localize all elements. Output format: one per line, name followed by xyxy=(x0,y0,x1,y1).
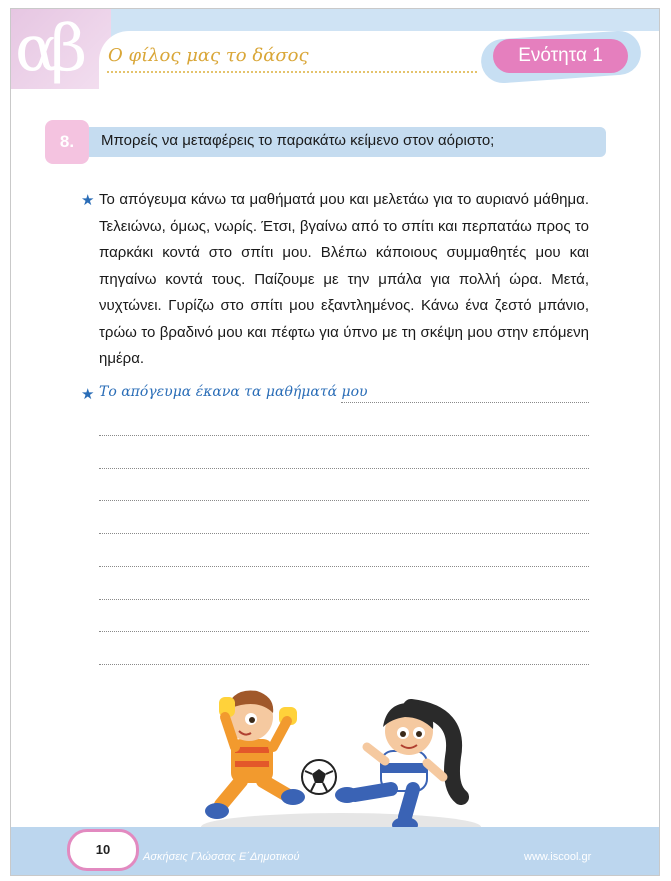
answer-line[interactable] xyxy=(99,599,589,600)
answer-line[interactable] xyxy=(99,533,589,534)
exercise-number: 8. xyxy=(45,120,89,164)
answer-line[interactable] xyxy=(99,435,589,436)
star-bullet-icon: ★ xyxy=(81,192,95,209)
answer-line[interactable] xyxy=(99,566,589,567)
worksheet-page xyxy=(10,8,660,876)
answer-line[interactable] xyxy=(99,468,589,469)
page-number: 10 xyxy=(67,829,139,871)
answer-line[interactable] xyxy=(99,631,589,632)
boy-figure xyxy=(205,690,305,819)
answer-line[interactable] xyxy=(341,402,589,403)
footer-book-title: Ασκήσεις Γλώσσας Ε΄Δημοτικού xyxy=(143,851,300,863)
star-bullet-icon: ★ xyxy=(81,386,95,403)
logo xyxy=(11,9,111,89)
football xyxy=(302,760,336,794)
answer-line[interactable] xyxy=(99,500,589,501)
logo-letters: αβ xyxy=(15,12,80,86)
unit-badge: Ενότητα 1 xyxy=(493,39,628,73)
footer-website[interactable]: www.iscool.gr xyxy=(524,851,592,863)
title-underline xyxy=(107,71,477,73)
kids-football-illustration xyxy=(191,677,481,847)
exercise-prompt: Μπορείς να μεταφέρεις το παρακάτω κείμενο στον αόριστο; xyxy=(101,132,495,149)
exercise-paragraph: Το απόγευμα κάνω τα μαθήματά μου και μελετάω για το αυριανό μάθημα. Τελειώνω, όμως, νωρίς. Έτσι, βγαίνω από το σπίτι και περπατάω προς το παρκάκι κοντά στο σπίτι μου. Βλέπω κάποιους συμμαθητές μου και πηγαίνω κοντά τους. Παίζουμε με την μπάλα για πολλή ώρα. Μετά, νυχτώνει. Γυρίζω στο σπίτι μου εξαντλημένος. Κάνω ένα ζεστό μπάνιο, τρώω το βραδινό μου και πέφτω για ύπνο με τη σκέψη μου στην επόμενη ημέρα. xyxy=(99,191,589,367)
answer-line[interactable] xyxy=(99,664,589,665)
answer-start-text: Το απόγευμα έκανα τα μαθήματά μου xyxy=(99,384,368,400)
page-title: Ο φίλος μας το δάσος xyxy=(108,45,309,66)
